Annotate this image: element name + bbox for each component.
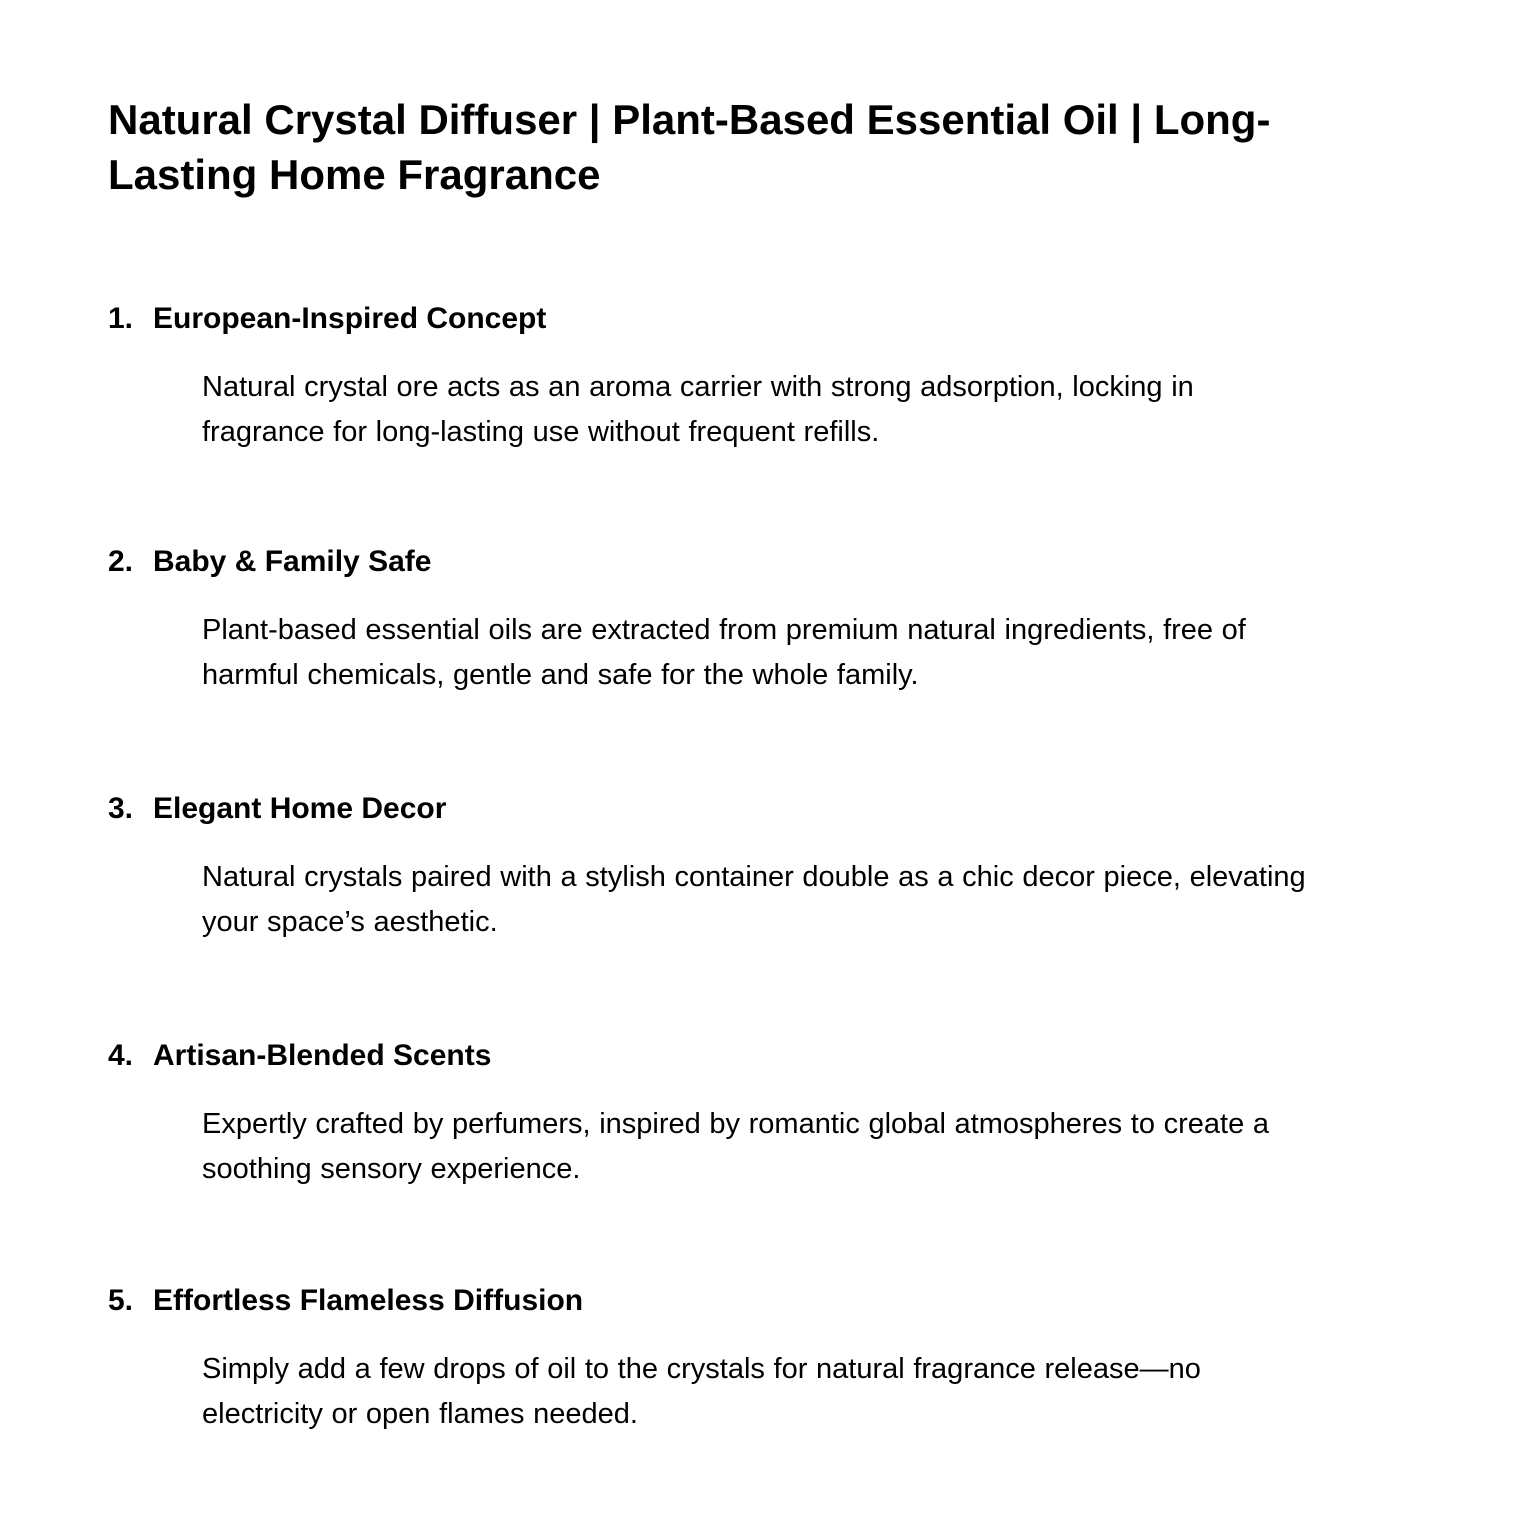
paragraph-line: Natural crystal ore acts as an aroma carrier with strong adsorption, locking in — [202, 371, 1194, 403]
paragraph-line: Plant-based essential oils are extracted from premium natural ingredients, free of — [202, 614, 1246, 646]
section-paragraph — [202, 855, 1444, 945]
section-heading-label: European-Inspired Concept — [153, 302, 547, 335]
section-baby-family-safe — [108, 543, 1444, 698]
document-title — [108, 0, 1444, 202]
section-heading-label: Elegant Home Decor — [153, 792, 447, 825]
section-paragraph — [202, 1102, 1444, 1192]
section-number: 2. — [108, 545, 134, 578]
paragraph-line: fragrance for long-lasting use without frequent refills. — [202, 416, 880, 448]
section-paragraph — [202, 365, 1444, 455]
section-heading-label: Artisan-Blended Scents — [153, 1039, 492, 1072]
section-heading — [108, 300, 1444, 338]
section-heading — [108, 1037, 1444, 1075]
document-title-line-1: Natural Crystal Diffuser | Plant-Based Essential Oil | Long- — [108, 96, 1271, 143]
section-heading-label: Effortless Flameless Diffusion — [153, 1284, 584, 1317]
paragraph-line: soothing sensory experience. — [202, 1153, 581, 1185]
paragraph-line: electricity or open flames needed. — [202, 1398, 638, 1430]
section-number: 4. — [108, 1039, 134, 1072]
section-effortless-flameless-diffusion — [108, 1282, 1444, 1437]
paragraph-line: harmful chemicals, gentle and safe for the whole family. — [202, 659, 919, 691]
section-heading — [108, 1282, 1444, 1320]
section-european-inspired-concept — [108, 300, 1444, 455]
section-paragraph — [202, 1347, 1444, 1437]
section-number: 1. — [108, 302, 134, 335]
section-heading — [108, 790, 1444, 828]
paragraph-line: Simply add a few drops of oil to the crystals for natural fragrance release—no — [202, 1353, 1201, 1385]
section-number: 3. — [108, 792, 134, 825]
section-number: 5. — [108, 1284, 134, 1317]
section-paragraph — [202, 608, 1444, 698]
section-artisan-blended-scents — [108, 1037, 1444, 1192]
paragraph-line: your space’s aesthetic. — [202, 906, 498, 938]
section-elegant-home-decor — [108, 790, 1444, 945]
section-heading-label: Baby & Family Safe — [153, 545, 432, 578]
paragraph-line: Expertly crafted by perfumers, inspired by romantic global atmospheres to create a — [202, 1108, 1269, 1140]
section-heading — [108, 543, 1444, 581]
paragraph-line: Natural crystals paired with a stylish container double as a chic decor piece, elevating — [202, 861, 1306, 893]
document-title-line-2: Lasting Home Fragrance — [108, 151, 601, 198]
